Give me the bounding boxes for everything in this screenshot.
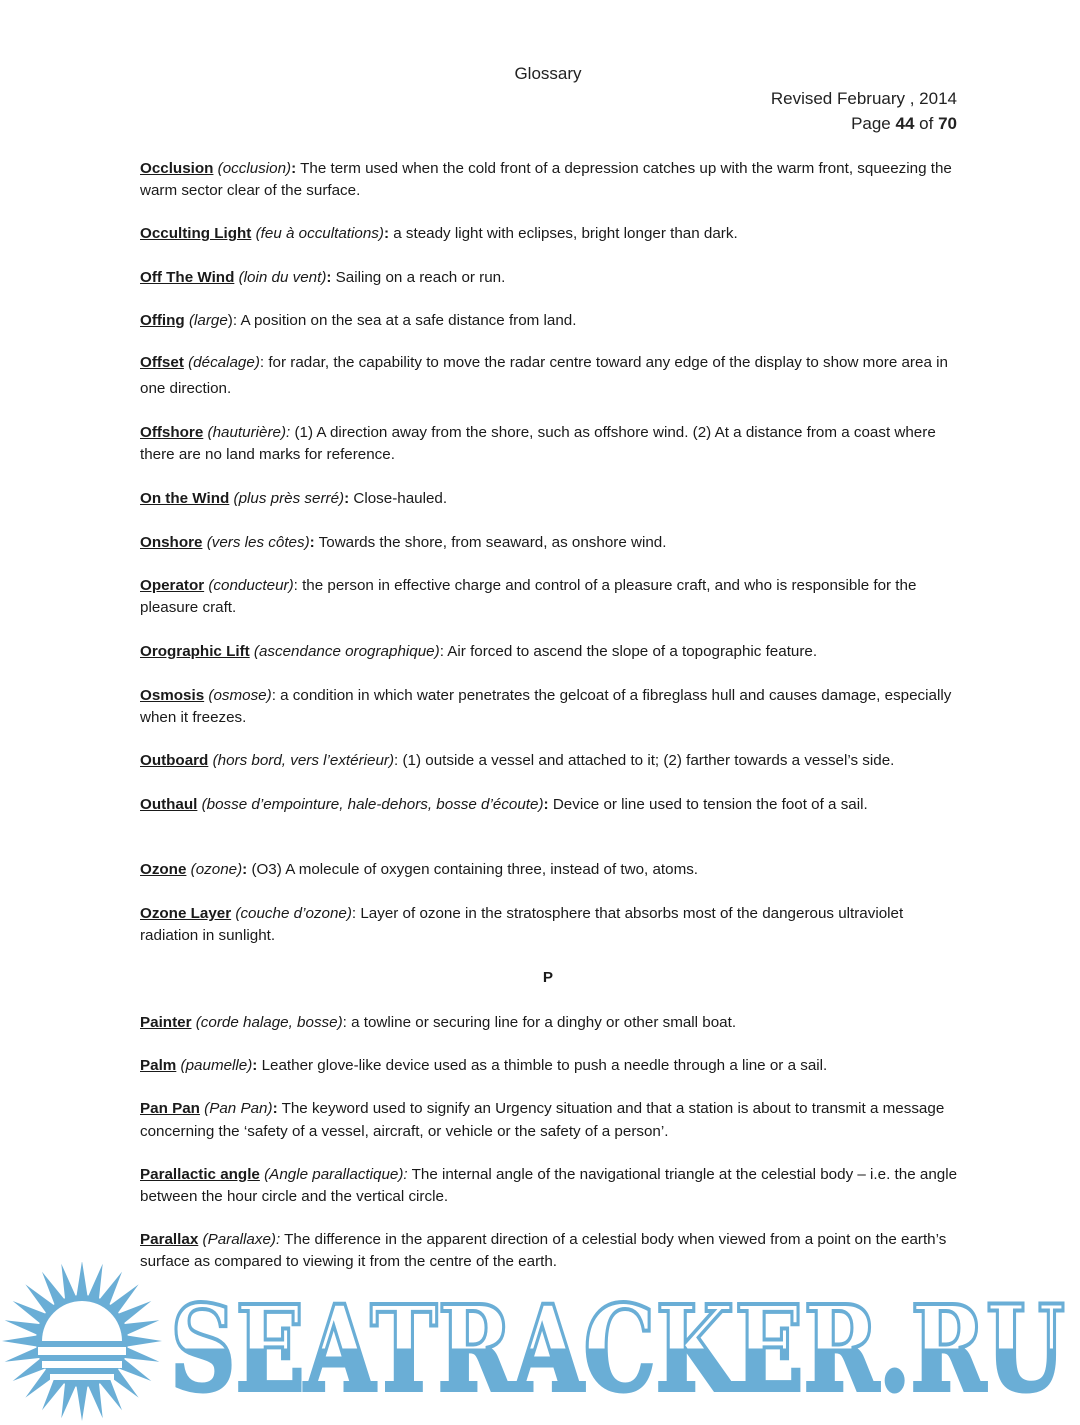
entry-french: (bosse d’empointure, hale-dehors, bosse d’écoute) [201, 796, 544, 813]
glossary-entry-parallactic-angle [140, 1164, 958, 1208]
entry-separator: : [252, 1057, 258, 1074]
entry-french: (plus près serré) [233, 490, 345, 507]
entry-french: (hauturière): [207, 424, 291, 441]
entry-term: Painter [140, 1014, 192, 1031]
entry-french: (osmose) [208, 687, 272, 704]
entry-definition: : Layer of ozone in the stratosphere that absorbs most of the dangerous ultraviolet radiation in sunlight. [140, 905, 904, 944]
entry-separator: : [344, 490, 350, 507]
entry-definition: The term used when the cold front of a depression catches up with the warm front, squeezing the warm sector clear of the surface. [140, 160, 952, 199]
entry-term: Occlusion [140, 160, 214, 177]
glossary-entry-offset [140, 350, 958, 402]
entry-french: (corde halage, bosse) [195, 1014, 343, 1031]
entry-french: (décalage) [188, 354, 260, 371]
glossary-entry-occulting-light [140, 223, 958, 245]
glossary-entry-ozone-layer [140, 903, 958, 947]
entry-french: (Angle parallactique): [264, 1166, 408, 1183]
entry-term: Ozone Layer [140, 905, 232, 922]
entry-french: (occlusion) [217, 160, 292, 177]
entry-term: Palm [140, 1057, 177, 1074]
glossary-entry-off-the-wind [140, 267, 958, 289]
entry-french: (ozone) [190, 861, 243, 878]
entry-french: (feu à occultations) [255, 225, 384, 242]
page-total: 70 [938, 114, 957, 133]
glossary-entry-orographic-lift [140, 641, 958, 663]
glossary-entry-osmosis [140, 685, 958, 729]
glossary-entry-palm [140, 1055, 958, 1077]
entry-separator: : [309, 534, 315, 551]
entry-term: Pan Pan [140, 1100, 200, 1117]
entry-definition: Device or line used to tension the foot of a sail. [548, 796, 868, 813]
page-number [851, 114, 957, 134]
glossary-entry-outhaul [140, 794, 930, 816]
entry-term: Outhaul [140, 796, 198, 813]
entry-separator: : [291, 160, 297, 177]
entry-term: Parallactic angle [140, 1166, 260, 1183]
entry-french: (Pan Pan) [204, 1100, 273, 1117]
entry-term: On the Wind [140, 490, 230, 507]
entry-definition: : the person in effective charge and control of a pleasure craft, and who is responsible for the pleasure craft. [140, 577, 917, 616]
entry-term: Parallax [140, 1231, 199, 1248]
glossary-entry-offing [140, 310, 958, 332]
page-current: 44 [895, 114, 915, 133]
entry-separator: : [543, 796, 549, 813]
entry-french: (Parallaxe): [202, 1231, 281, 1248]
entry-separator: : [272, 1100, 278, 1117]
entry-term: Offing [140, 312, 185, 329]
entry-separator: : [242, 861, 248, 878]
entry-definition: : (1) outside a vessel and attached to it; (2) farther towards a vessel’s side. [394, 752, 895, 769]
entry-term: Outboard [140, 752, 209, 769]
entry-french: (ascendance orographique) [253, 643, 440, 660]
page-of: of [919, 114, 934, 133]
entry-french: (conducteur) [208, 577, 294, 594]
sun-logo-icon [2, 1262, 162, 1421]
entry-definition: The difference in the apparent direction of a celestial body when viewed from a point on the earth’s surface as compared to viewing it from the centre of the earth. [140, 1231, 947, 1270]
glossary-entry-offshore [140, 422, 958, 466]
glossary-entry-ozone [140, 859, 958, 881]
entry-definition: Sailing on a reach or run. [331, 269, 506, 286]
entry-term: Osmosis [140, 687, 205, 704]
entry-term: Onshore [140, 534, 203, 551]
glossary-entry-onshore [140, 532, 958, 554]
revision-date: Revised February , 2014 [770, 89, 957, 108]
watermark-text: SEATRACKER.RU [170, 1279, 1065, 1418]
entry-separator: ) [227, 312, 233, 329]
entry-definition: (1) A direction away from the shore, such as offshore wind. (2) At a distance from a coast where there are no land marks for reference. [140, 424, 936, 463]
entry-definition: : A position on the sea at a safe distance from land. [232, 312, 577, 329]
entry-definition: : for radar, the capability to move the radar centre toward any edge of the display to show more area in one direction. [140, 354, 948, 397]
glossary-entry-on-the-wind [140, 488, 958, 510]
entry-french: (hors bord, vers l’extérieur) [212, 752, 395, 769]
entry-definition: Leather glove-like device used as a thimble to push a needle through a line or a sail. [257, 1057, 828, 1074]
entry-term: Ozone [140, 861, 187, 878]
glossary-entry-painter [140, 1012, 958, 1034]
glossary-entry-pan-pan [140, 1097, 958, 1143]
entry-definition: Towards the shore, from seaward, as onshore wind. [314, 534, 667, 551]
entry-separator: : [383, 225, 389, 242]
glossary-entry-operator [140, 575, 958, 619]
entry-definition: The keyword used to signify an Urgency situation and that a station is about to transmit a message concerning the ‘safety of a vessel, aircraft, or vehicle or the safety of a person’. [140, 1100, 945, 1140]
entry-french: (couche d’ozone) [235, 905, 352, 922]
page-title: Glossary [514, 64, 582, 83]
entry-definition: : a condition in which water penetrates the gelcoat of a fibreglass hull and causes damage, especially when it freezes. [140, 687, 952, 726]
entry-term: Offset [140, 354, 184, 371]
glossary-entry-occlusion [140, 158, 958, 202]
glossary-entry-outboard [140, 750, 970, 772]
entry-definition: a steady light with eclipses, bright longer than dark. [389, 225, 738, 242]
entry-french: (loin du vent) [238, 269, 327, 286]
entry-french: (vers les côtes) [206, 534, 310, 551]
section-letter-heading: P [542, 969, 554, 986]
entry-term: Offshore [140, 424, 204, 441]
entry-french: (paumelle) [180, 1057, 253, 1074]
entry-term: Orographic Lift [140, 643, 250, 660]
entry-definition: (O3) A molecule of oxygen containing three, instead of two, atoms. [247, 861, 699, 878]
entry-term: Occulting Light [140, 225, 252, 242]
entry-term: Off The Wind [140, 269, 235, 286]
page-label: Page [851, 114, 891, 133]
watermark-banner [0, 1262, 1080, 1425]
entry-french: (large [188, 312, 228, 329]
entry-term: Operator [140, 577, 205, 594]
entry-definition: : a towline or securing line for a dinghy or other small boat. [342, 1014, 737, 1031]
entry-separator: : [326, 269, 332, 286]
entry-definition: The internal angle of the navigational triangle at the celestial body – i.e. the angle between the hour circle and the vertical circle. [140, 1166, 958, 1205]
entry-definition: Close-hauled. [349, 490, 448, 507]
entry-definition: : Air forced to ascend the slope of a topographic feature. [439, 643, 818, 660]
